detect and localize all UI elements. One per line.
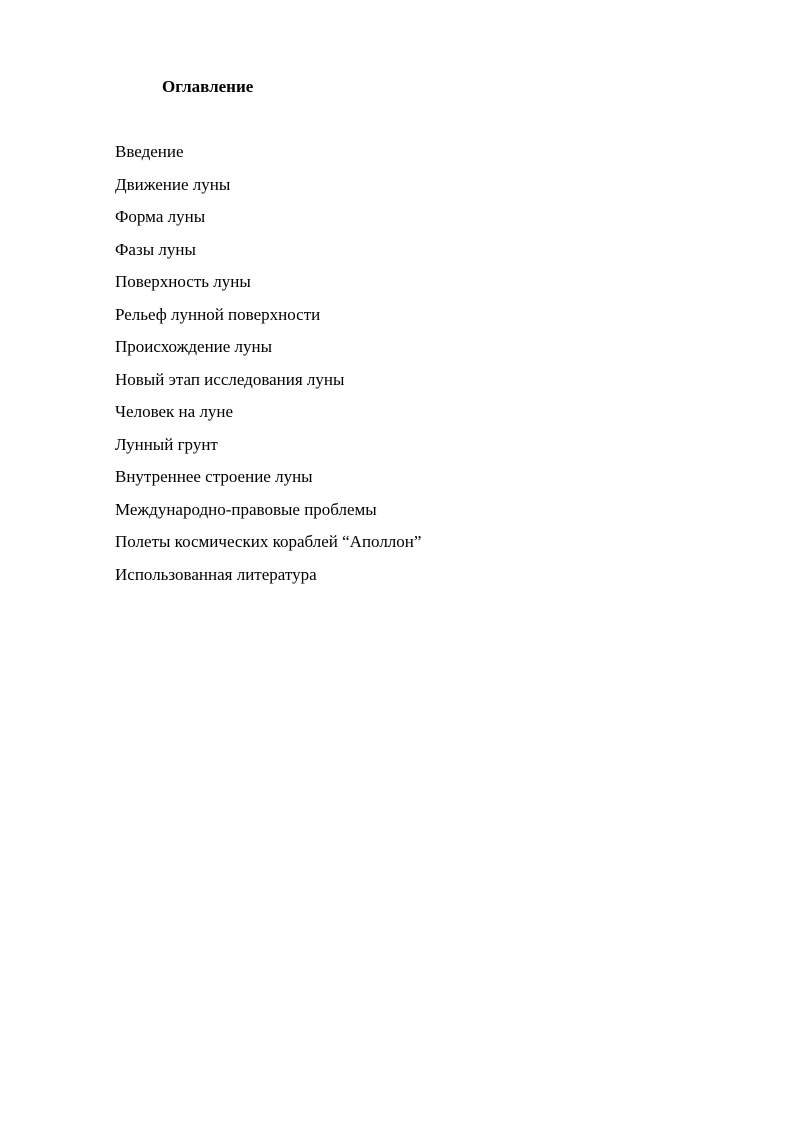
- toc-item-moon-motion: Движение луны: [115, 174, 231, 194]
- toc-list: [115, 141, 421, 596]
- toc-item-legal-problems: Международно-правовые проблемы: [115, 499, 377, 519]
- toc-item-introduction: Введение: [115, 142, 184, 161]
- toc-item-internal-structure: Внутреннее строение луны: [115, 467, 313, 486]
- toc-item-surface-relief: Рельеф лунной поверхности: [115, 304, 321, 324]
- toc-item-moon-origin: Происхождение луны: [115, 337, 273, 356]
- toc-item-references: Использованная литература: [115, 564, 317, 584]
- toc-item-moon-shape: Форма луны: [115, 207, 206, 226]
- toc-title: Оглавление: [162, 77, 254, 96]
- toc-item-apollo-flights: Полеты космических кораблей “Аполлон”: [115, 532, 422, 551]
- toc-item-moon-surface: Поверхность луны: [115, 272, 251, 291]
- toc-item-man-on-moon: Человек на луне: [115, 402, 234, 421]
- toc-item-lunar-soil: Лунный грунт: [115, 434, 218, 454]
- toc-item-new-research-stage: Новый этап исследования луны: [115, 369, 345, 389]
- toc-item-moon-phases: Фазы луны: [115, 239, 196, 259]
